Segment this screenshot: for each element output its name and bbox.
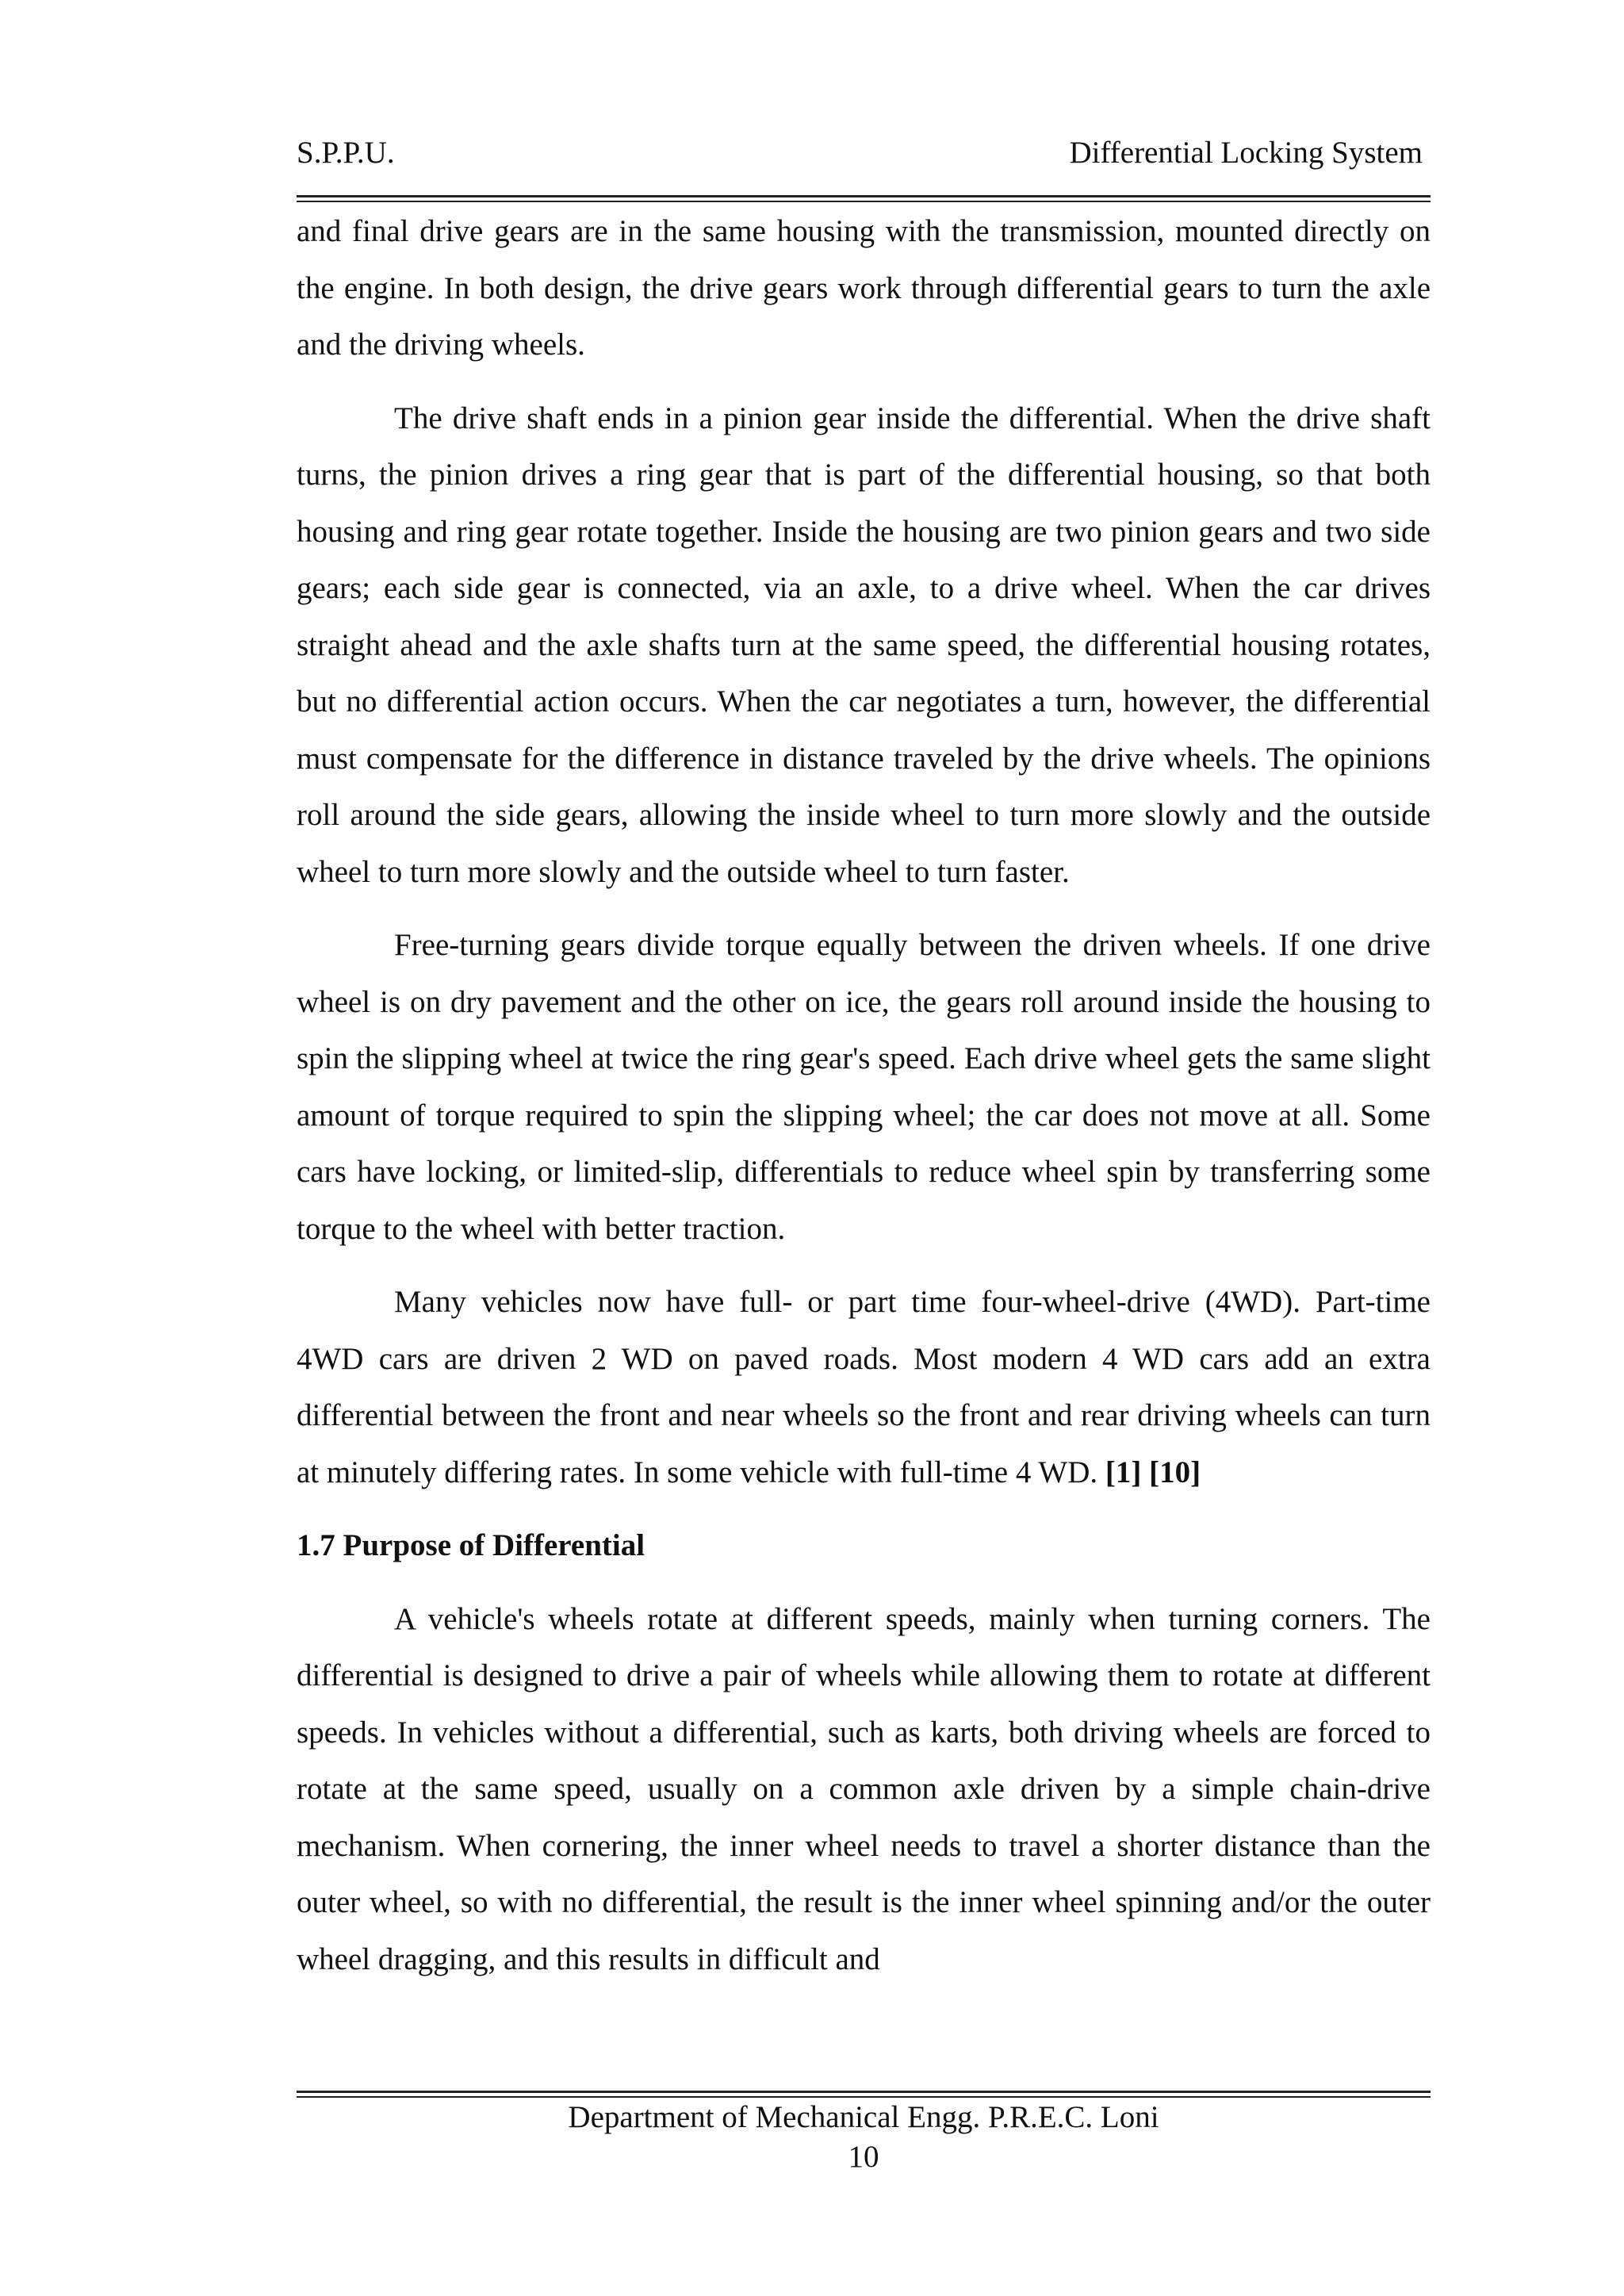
- header-title: Differential Locking System: [1069, 136, 1423, 170]
- paragraph-3: Free-turning gears divide torque equally between the driven wheels. If one drive wheel is on dry pavement and the other on ice, the gears roll around inside the housing to spin the slipping wheel at twice the ring gear's speed. Each drive wheel gets the same slight amount of torque required to spin the slipping wheel; the car does not move at all. Some cars have locking, or limited-slip, differentials to reduce wheel spin by transferring some torque to the wheel with better traction.: [297, 928, 1431, 1246]
- page-header: [297, 133, 1431, 173]
- header-rule: [297, 195, 1431, 202]
- paragraph-4-citation: [1] [10]: [1105, 1455, 1201, 1489]
- footer-department: Department of Mechanical Engg. P.R.E.C. Loni: [568, 2100, 1159, 2134]
- body-text: [297, 203, 1431, 2004]
- paragraph-2: The drive shaft ends in a pinion gear inside the differential. When the drive shaft turns, the pinion drives a ring gear that is part of the differential housing, so that both housing and ring gear rotate together. Inside the housing are two pinion gears and two side gears; each side gear is connected, via an axle, to a drive wheel. When the car drives straight ahead and the axle shafts turn at the same speed, the differential housing rotates, but no differential action occurs. When the car negotiates a turn, however, the differential must compensate for the difference in distance traveled by the drive wheels. The opinions roll around the side gears, allowing the inside wheel to turn more slowly and the outside wheel to turn more slowly and the outside wheel to turn faster.: [297, 401, 1431, 889]
- page-footer: [297, 2098, 1431, 2177]
- page-number: 10: [848, 2140, 879, 2174]
- paragraph-1: and final drive gears are in the same housing with the transmission, mounted directly on the engine. In both design, the drive gears work through differential gears to turn the axle and the driving wheels.: [297, 214, 1431, 362]
- header-university: S.P.P.U.: [297, 136, 395, 170]
- paragraph-5: A vehicle's wheels rotate at different speeds, mainly when turning corners. The differential is designed to drive a pair of wheels while allowing them to rotate at different speeds. In vehicles without a differential, such as karts, both driving wheels are forced to rotate at the same speed, usually on a common axle driven by a simple chain-drive mechanism. When cornering, the inner wheel needs to travel a shorter distance than the outer wheel, so with no differential, the result is the inner wheel spinning and/or the outer wheel dragging, and this results in difficult and: [297, 1601, 1431, 1976]
- footer-rule: [297, 2091, 1431, 2098]
- section-heading: 1.7 Purpose of Differential: [297, 1528, 645, 1562]
- paragraph-4-text: Many vehicles now have full- or part time four-wheel-drive (4WD). Part-time 4WD cars are driven 2 WD on paved roads. Most modern 4 WD cars add an extra differential between the front and near wheels so the front and rear driving wheels can turn at minutely differing rates. In some vehicle with full-time 4 WD.: [297, 1285, 1431, 1489]
- paragraph-4: [297, 1274, 1431, 1501]
